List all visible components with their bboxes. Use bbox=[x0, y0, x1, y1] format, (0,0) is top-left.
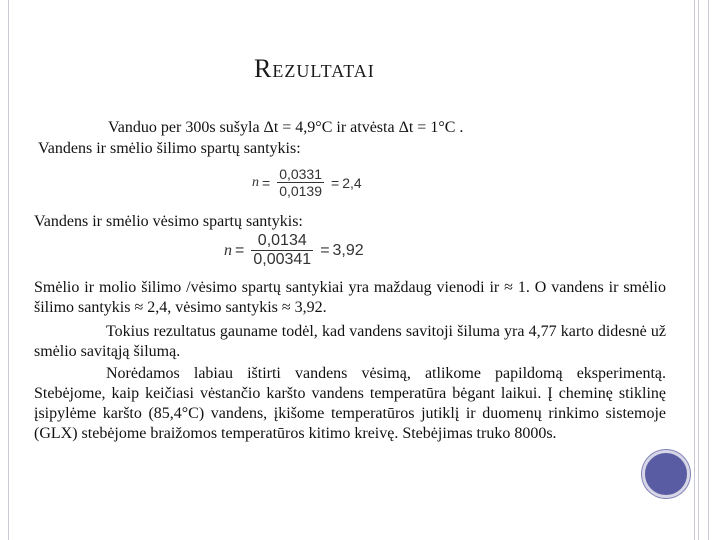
formula-variable: n bbox=[252, 174, 259, 190]
formula-denominator: 0,0139 bbox=[279, 183, 323, 199]
formula-equals: = bbox=[331, 174, 340, 191]
slide-border-right bbox=[698, 0, 699, 540]
formula-result: 3,92 bbox=[332, 241, 364, 259]
formula-equals: = bbox=[235, 241, 245, 259]
formula-result: 2,4 bbox=[342, 174, 362, 191]
formula-variable: n bbox=[224, 241, 232, 259]
formula-cooling-ratio bbox=[224, 232, 364, 269]
paragraph-experiment: Norėdamos labiau ištirti vandens vėsimą, atlikome papildomą eksperimentą. Stebėjome, kaip keičiasi vėstančio karšto vandens temperatūra bėgant laikui. Į cheminę stiklinę įsipylėme karšto (85,4°C) vandens, įkišome temperatūros jutiklį ir duomenų rinkimo sistemoje (GLX) stebėjome braižomos temperatūros kitimo kreivę. Stebėjimas truko 8000s. bbox=[34, 365, 666, 442]
formula-equals: = bbox=[320, 241, 330, 259]
slide-border-left bbox=[8, 0, 9, 540]
slide-border-right bbox=[708, 0, 709, 540]
paragraph-explanation: Tokius rezultatus gauname todėl, kad vandens savitoji šiluma yra 4,77 karto didesnė už smėlio savitąją šilumą. bbox=[34, 323, 666, 360]
text-line-temperature: Vanduo per 300s sušyla Δt = 4,9°C ir atvėsta Δt = 1°C . bbox=[108, 119, 464, 136]
paragraph-conclusion: Smėlio ir molio šilimo /vėsimo spartų santykiai yra maždaug vienodi ir ≈ 1. O vandens ir smėlio šilimo santykis ≈ 2,4, vėsimo santykis ≈ 3,92. bbox=[34, 279, 666, 316]
formula-numerator: 0,0331 bbox=[279, 166, 323, 182]
formula-heating-ratio bbox=[252, 166, 362, 199]
formula-denominator: 0,00341 bbox=[253, 251, 312, 268]
text-line-cooling-ratio: Vandens ir smėlio vėsimo spartų santykis: bbox=[34, 213, 303, 230]
decorative-circle bbox=[642, 450, 690, 498]
formula-equals: = bbox=[262, 174, 271, 191]
text-line-heating-ratio: Vandens ir smėlio šilimo spartų santykis: bbox=[38, 140, 301, 157]
formula-numerator: 0,0134 bbox=[257, 232, 307, 249]
slide-title: Rezultatai bbox=[254, 54, 375, 83]
formula-fraction bbox=[251, 232, 313, 269]
formula-fraction bbox=[277, 166, 324, 199]
slide-border-right bbox=[694, 0, 695, 540]
